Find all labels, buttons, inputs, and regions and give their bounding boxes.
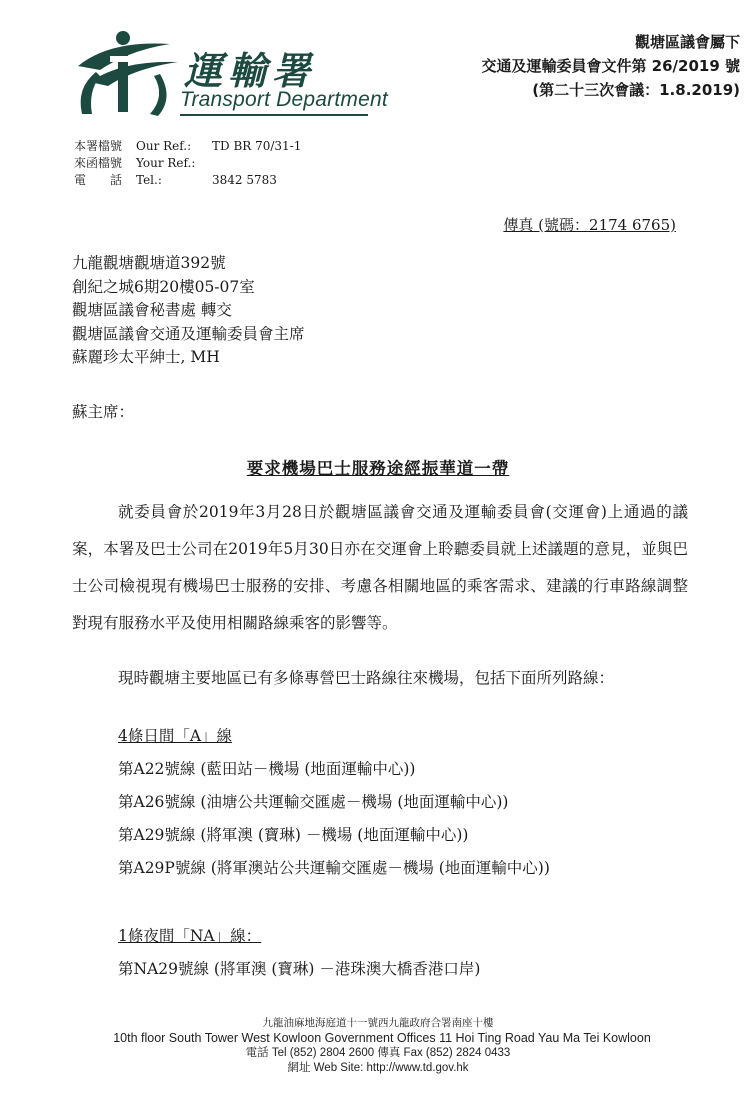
subject-heading xyxy=(0,455,756,479)
ref-label-en: Our Ref.: xyxy=(136,139,192,153)
ref-value: 3842 5783 xyxy=(212,173,277,187)
body-paragraph-1: 就委員會於2019年3月28日於觀塘區議會交通及運輸委員會(交運會)上通過的議案，本署及巴士公司在2019年5月30日亦在交運會上聆聽委員就上述議題的意見，並與巴士公司檢視現有機場巴士服務的安排、考慮各相關地區的乘客需求、建議的行車路線調整對現有服務水平及使用相關路線乘客的影響等。 xyxy=(72,503,688,632)
ref-label-cn: 本署檔號 xyxy=(74,139,123,153)
address-line: 觀塘區議會秘書處 轉交 xyxy=(72,301,232,319)
route-item: 第A29號線 (將軍澳 (寶琳) －機場 (地面運輸中心)) xyxy=(118,826,469,844)
ref-value: TD BR 70/31-1 xyxy=(212,139,302,153)
footer-address-cn: 九龍油麻地海庭道十一號西九龍政府合署南座十樓 xyxy=(262,1017,494,1029)
org-name-chinese: 運輸署 xyxy=(184,49,317,93)
ref-label-en: Your Ref.: xyxy=(136,156,196,170)
ref-label-cn: 來函檔號 xyxy=(74,156,123,170)
header-line-2: 交通及運輸委員會文件第 26/2019 號 xyxy=(481,57,740,75)
address-line: 九龍觀塘觀塘道392號 xyxy=(72,254,226,272)
footer-contact: 電話 Tel (852) 2804 2600 傳真 Fax (852) 2824 0433 xyxy=(245,1047,511,1059)
footer-website[interactable]: 網址 Web Site: http://www.td.gov.hk xyxy=(287,1062,469,1074)
subject-text: 要求機場巴士服務途經振華道一帶 xyxy=(246,459,510,478)
org-name-english: Transport Department xyxy=(180,88,388,111)
night-route-title: 1條夜間「NA」線： xyxy=(118,927,262,945)
address-line: 蘇麗珍太平紳士, MH xyxy=(72,348,220,366)
reference-block xyxy=(74,138,301,189)
salutation: 蘇主席： xyxy=(72,403,135,421)
day-route-title: 4條日間「A」線 xyxy=(118,727,233,745)
route-item: 第A26號線 (油塘公共運輸交匯處－機場 (地面運輸中心)) xyxy=(118,793,509,811)
night-route-list xyxy=(118,920,480,986)
ref-row xyxy=(74,172,301,189)
address-line: 觀塘區議會交通及運輸委員會主席 xyxy=(72,324,305,343)
document-header xyxy=(481,30,740,102)
ref-row xyxy=(74,138,301,155)
recipient-address xyxy=(72,252,305,370)
route-item: 第NA29號線 (將軍澳 (寶琳) －港珠澳大橋香港口岸) xyxy=(118,960,481,978)
address-line: 創紀之城6期20樓05-07室 xyxy=(72,277,255,296)
body-paragraph-2: 現時觀塘主要地區已有多條專營巴士路線往來機場，包括下面所列路線： xyxy=(118,669,615,687)
header-line-1: 觀塘區議會屬下 xyxy=(634,33,740,51)
ref-label-cn: 電 話 xyxy=(74,173,123,187)
ref-row xyxy=(74,155,301,172)
org-underline xyxy=(180,114,368,116)
fax-number: 傳真 (號碼：2174 6765) xyxy=(503,216,676,234)
letter-footer xyxy=(0,1016,756,1076)
header-line-3: (第二十三次會議：1.8.2019) xyxy=(532,81,740,99)
transport-department-logo-icon xyxy=(70,26,182,118)
ref-label-en: Tel.: xyxy=(136,173,162,187)
day-route-list xyxy=(118,720,550,885)
footer-address-en: 10th floor South Tower West Kowloon Government Offices 11 Hoi Ting Road Yau Ma Tei Kowloon xyxy=(113,1031,651,1045)
route-item: 第A29P號線 (將軍澳站公共運輸交匯處－機場 (地面運輸中心)) xyxy=(118,859,550,877)
route-item: 第A22號線 (藍田站－機場 (地面運輸中心)) xyxy=(118,760,416,778)
